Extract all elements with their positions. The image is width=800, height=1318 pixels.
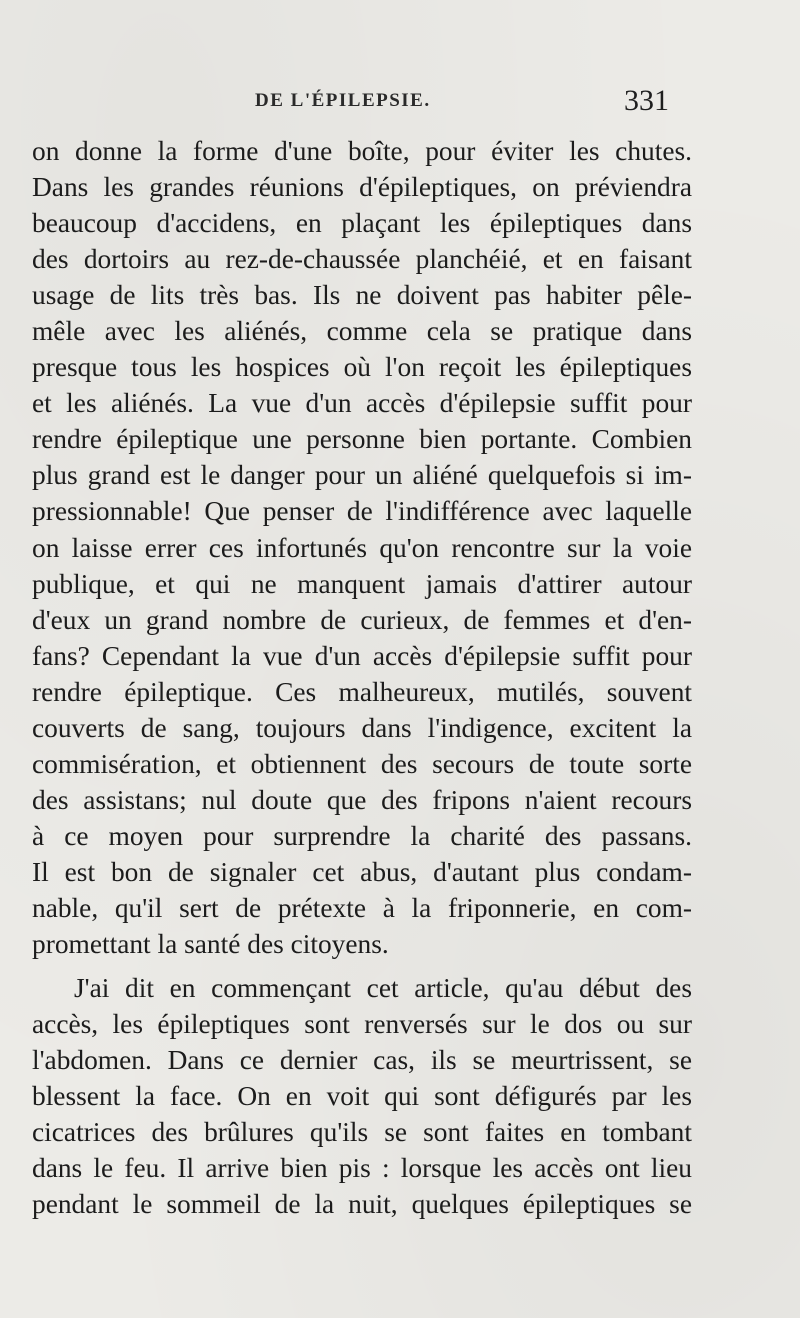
- text-line: presque tous les hospices où l'on reçoit les épileptiques: [32, 352, 692, 383]
- text-line: pressionnable! Que penser de l'indifférence avec laquelle: [32, 496, 692, 527]
- text-line: accès, les épileptiques sont renversés sur le dos ou sur: [32, 1009, 692, 1040]
- text-line: Dans les grandes réunions d'épileptiques, on préviendra: [32, 172, 692, 203]
- text-line: mêle avec les aliénés, comme cela se pratique dans: [32, 316, 692, 347]
- text-line: couverts de sang, toujours dans l'indigence, excitent la: [32, 712, 692, 743]
- text-line: nable, qu'il sert de prétexte à la friponnerie, en com-: [32, 892, 692, 923]
- text-line: publique, et qui ne manquent jamais d'attirer autour: [32, 568, 692, 599]
- text-line: promettant la santé des citoyens.: [32, 929, 389, 960]
- body-text: [32, 133, 692, 1222]
- text-line: rendre épileptique. Ces malheureux, mutilés, souvent: [32, 676, 692, 707]
- running-head: DE L'ÉPILEPSIE.: [255, 90, 431, 111]
- text-line: usage de lits très bas. Ils ne doivent pas habiter pêle-: [32, 280, 692, 311]
- text-line: d'eux un grand nombre de curieux, de femmes et d'en-: [32, 604, 692, 635]
- text-line: fans? Cependant la vue d'un accès d'épilepsie suffit pour: [32, 640, 692, 671]
- text-line: J'ai dit en commençant cet article, qu'au début des: [74, 973, 692, 1004]
- text-line: on laisse errer ces infortunés qu'on rencontre sur la voie: [32, 532, 692, 563]
- text-line: des assistans; nul doute que des fripons n'aient recours: [32, 784, 692, 815]
- text-line: plus grand est le danger pour un aliéné quelquefois si im-: [32, 460, 692, 491]
- paragraph-gap: [32, 962, 692, 970]
- text-line: Il est bon de signaler cet abus, d'autant plus condam-: [32, 856, 692, 887]
- text-line: et les aliénés. La vue d'un accès d'épilepsie suffit pour: [32, 388, 692, 419]
- text-line: l'abdomen. Dans ce dernier cas, ils se meurtrissent, se: [32, 1045, 692, 1076]
- paragraph: [32, 133, 692, 962]
- page-number: 331: [624, 84, 669, 117]
- paragraph: [32, 970, 692, 1222]
- text-line: pendant le sommeil de la nuit, quelques épileptiques se: [32, 1189, 692, 1220]
- text-line: à ce moyen pour surprendre la charité des passans.: [32, 820, 692, 851]
- text-line: beaucoup d'accidens, en plaçant les épileptiques dans: [32, 208, 692, 239]
- text-line: on donne la forme d'une boîte, pour éviter les chutes.: [32, 136, 692, 166]
- text-line: cicatrices des brûlures qu'ils se sont faites en tombant: [32, 1117, 692, 1148]
- text-line: dans le feu. Il arrive bien pis : lorsque les accès ont lieu: [32, 1153, 692, 1184]
- text-line: blessent la face. On en voit qui sont défigurés par les: [32, 1081, 692, 1112]
- text-line: rendre épileptique une personne bien portante. Combien: [32, 424, 692, 455]
- text-line: des dortoirs au rez-de-chaussée planchéié, et en faisant: [32, 244, 692, 275]
- text-line: commisération, et obtiennent des secours de toute sorte: [32, 748, 692, 779]
